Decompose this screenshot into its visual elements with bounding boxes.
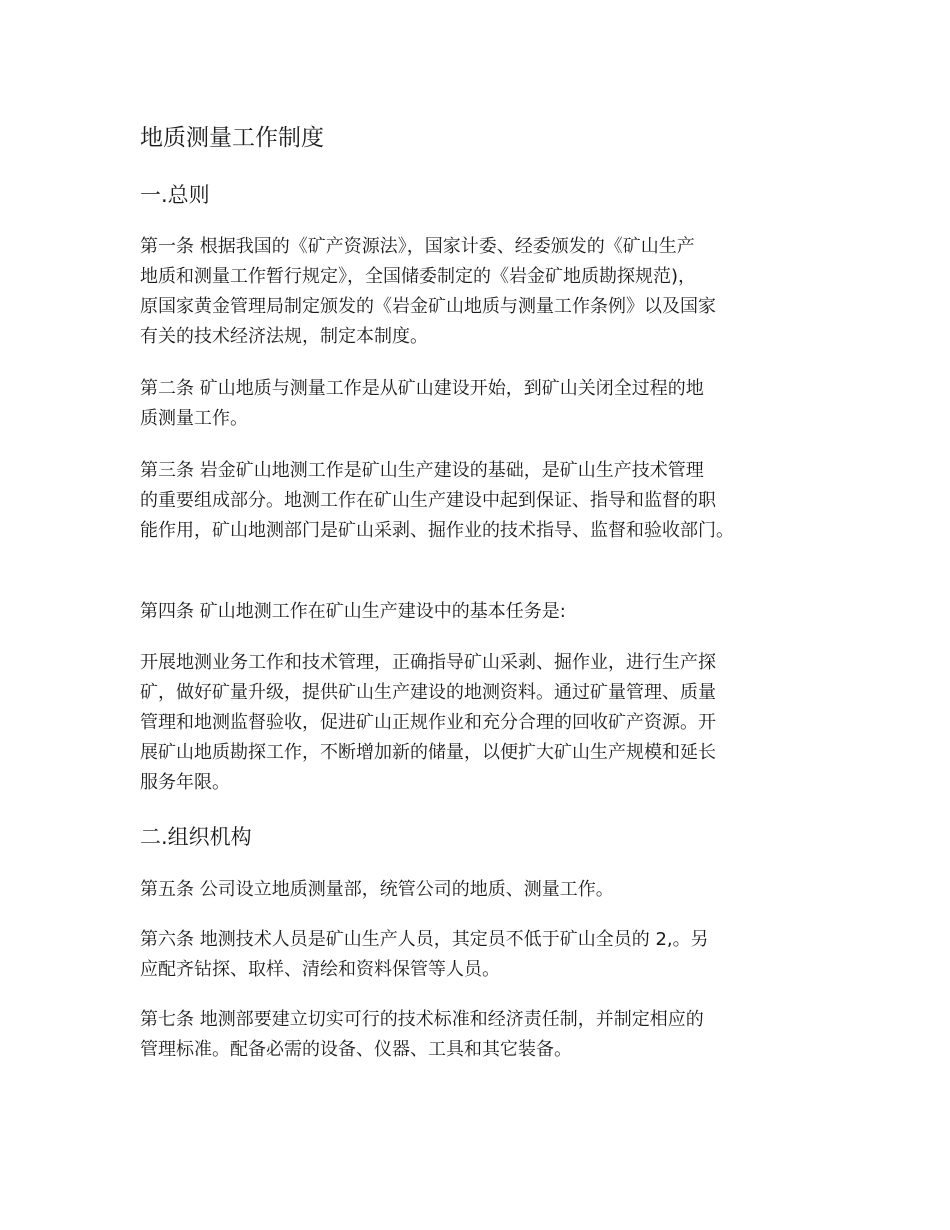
text-line: 管理标准。配备必需的设备、仪器、工具和其它装备。 <box>140 1039 572 1060</box>
text-line: 原国家黄金管理局制定颁发的《岩金矿山地质与测量工作条例》以及国家 <box>140 296 716 317</box>
text-line: 开展地测业务工作和技术管理，正确指导矿山采剥、掘作业，进行生产探 <box>140 652 716 673</box>
text-line: 第二条 矿山地质与测量工作是从矿山建设开始，到矿山关闭全过程的地 <box>140 378 704 399</box>
text-line: 管理和地测监督验收，促进矿山正规作业和充分合理的回收矿产资源。开 <box>140 712 716 733</box>
article-1 <box>140 232 716 352</box>
text-line: 的重要组成部分。地测工作在矿山生产建设中起到保证、指导和监督的职 <box>140 490 716 511</box>
text-line: 第三条 岩金矿山地测工作是矿山生产建设的基础，是矿山生产技术管理 <box>140 460 704 481</box>
text-line: 第四条 矿山地测工作在矿山生产建设中的基本任务是: <box>140 601 566 622</box>
text-line: 第五条 公司设立地质测量部，统管公司的地质、测量工作。 <box>140 879 614 900</box>
text-line: 展矿山地质勘探工作，不断增加新的储量，以便扩大矿山生产规模和延长 <box>140 742 716 763</box>
text-line: 应配齐钻探、取样、清绘和资料保管等人员。 <box>140 959 500 980</box>
text-line: 第六条 地测技术人员是矿山生产人员，其定员不低于矿山全员的 2,。另 <box>140 929 709 950</box>
article-7 <box>140 1005 704 1065</box>
article-5 <box>140 875 614 905</box>
article-6 <box>140 925 709 985</box>
article-3 <box>140 456 734 546</box>
section-heading-general: 一.总则 <box>140 183 210 207</box>
article-2 <box>140 374 704 434</box>
text-line: 质测量工作。 <box>140 408 248 429</box>
text-line: 矿，做好矿量升级，提供矿山生产建设的地测资料。通过矿量管理、质量 <box>140 682 716 703</box>
text-line: 地质和测量工作暂行规定》，全国储委制定的《岩金矿地质勘探规范)， <box>140 266 697 287</box>
section-heading-organization: 二.组织机构 <box>140 825 252 849</box>
article-4-tasks <box>140 648 716 798</box>
text-line: 有关的技术经济法规，制定本制度。 <box>140 326 428 347</box>
text-line: 第七条 地测部要建立切实可行的技术标准和经济责任制，并制定相应的 <box>140 1009 704 1030</box>
text-line: 服务年限。 <box>140 772 230 793</box>
article-4 <box>140 597 566 627</box>
text-line: 第一条 根据我国的《矿产资源法》，国家计委、经委颁发的《矿山生产 <box>140 236 695 257</box>
text-line: 能作用，矿山地测部门是矿山采剥、掘作业的技术指导、监督和验收部门。 <box>140 520 734 541</box>
document-title: 地质测量工作制度 <box>140 125 324 151</box>
